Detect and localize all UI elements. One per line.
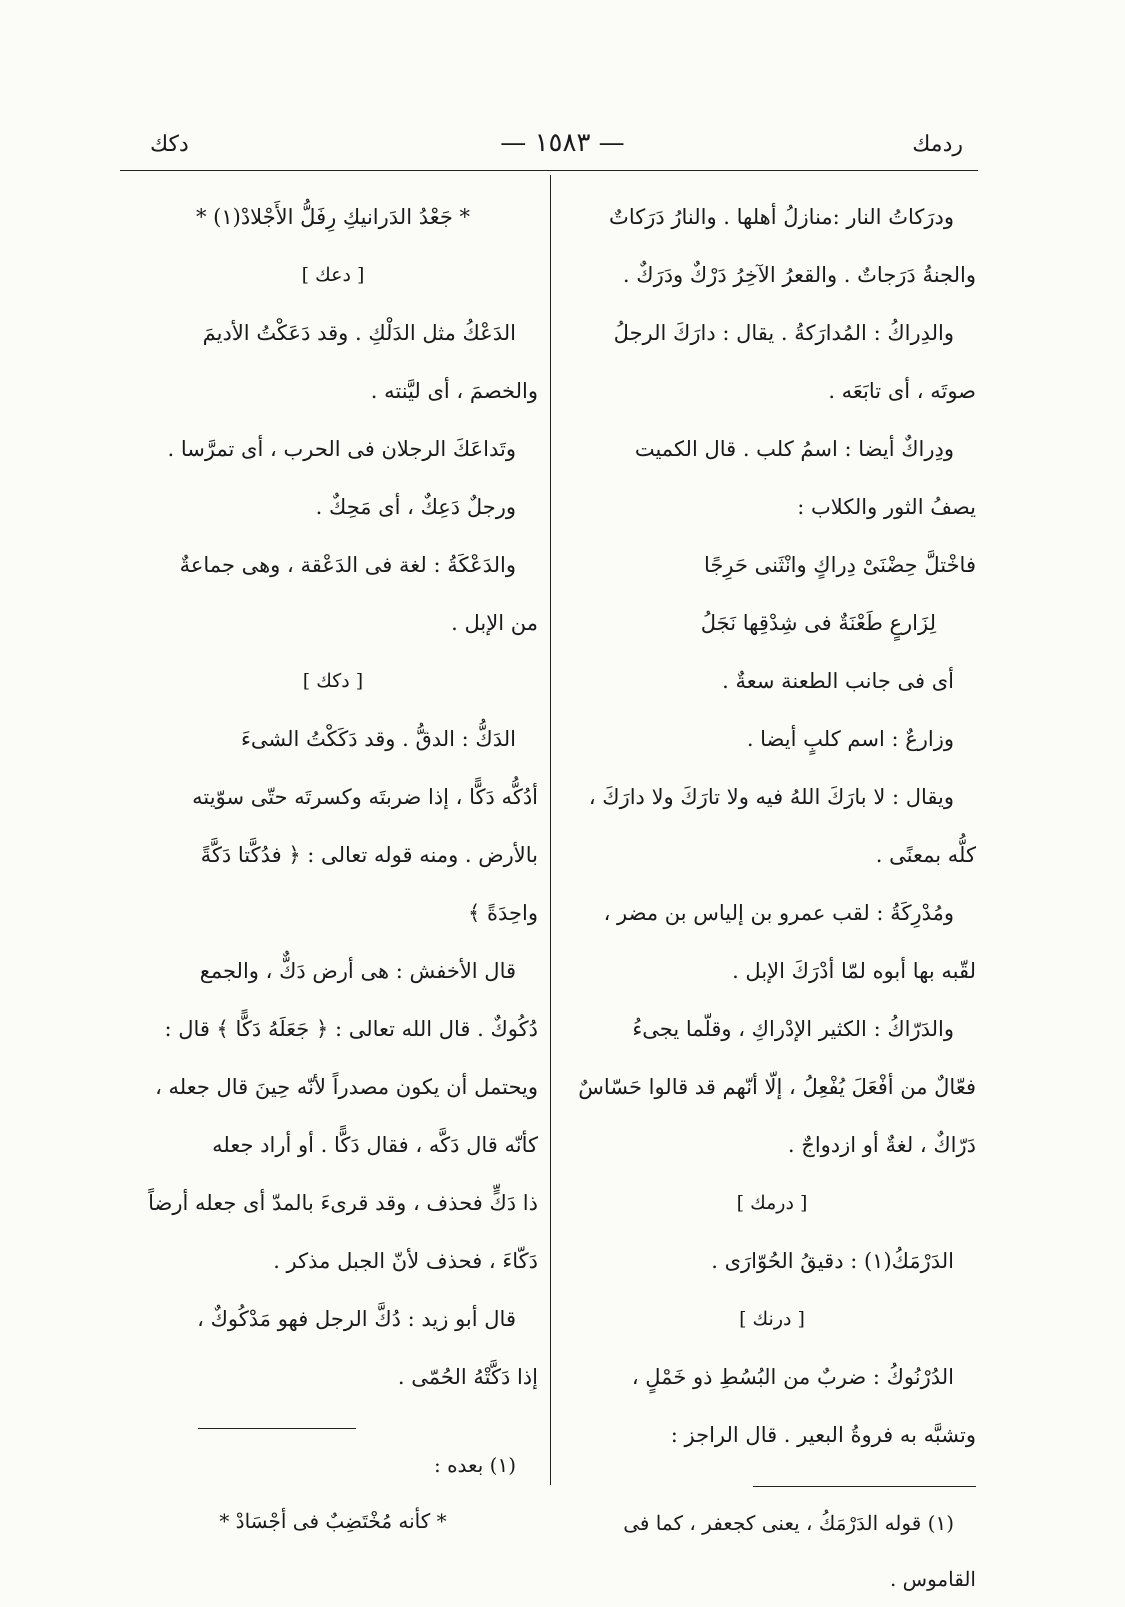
text-line: وزارعٌ : اسم كلبٍ أيضا . [746, 727, 954, 751]
text-line: دَكّاءَ ، فحذف لأنّ الجبل مذكر . [273, 1249, 538, 1273]
column-divider [550, 175, 551, 1485]
text-line: أدُكُّه دَكًّا ، إذا ضربتَه وكسرتَه حتّى سوّيته [192, 785, 538, 809]
entry-heading-darnak: [ درنك ] [739, 1308, 805, 1330]
text-line: وتَداعَكَ الرجلان فى الحرب ، أى تمرَّسا . [167, 437, 516, 461]
footnote-rule [198, 1428, 356, 1429]
text-line: إذا دَكَّتْهُ الحُمّى . [397, 1365, 538, 1389]
text-line: يصفُ الثور والكلاب : [797, 495, 976, 519]
text-line: كلُّه بمعنًى . [875, 843, 976, 867]
footnote-verse: * كأنه مُخْتَضِبٌ فى أجْسَادْ * [219, 1509, 447, 1533]
text-line: ورجلٌ دَعِكٌ ، أى مَحِكٌ . [315, 495, 516, 519]
text-line: فعّالٌ من أفْعَلَ يُفْعِلُ ، إلّا أنّهم قد قالوا حَسّاسٌ [578, 1075, 976, 1099]
footnote-rule [753, 1486, 976, 1487]
entry-heading-dakk: [ دكك ] [302, 670, 364, 692]
text-line: بالأرض . ومنه قوله تعالى : ﴿ فدُكَّتا دَكَّةً [200, 843, 538, 867]
text-line: من الإبل . [451, 611, 538, 635]
verse-line: لِزَارعٍ طَعْنَةٌ فى شِدْقِها نَجَلُ [700, 611, 936, 635]
text-line: الدُرْنُوكُ : ضربٌ من البُسُطِ ذو خَمْلٍ ، [631, 1365, 954, 1389]
page-number: — ١٥٨٣ — [500, 128, 625, 158]
text-line: دُكُوكٌ . قال الله تعالى : ﴿ جَعَلَهُ دَكًّا ﴾ قال : [164, 1017, 538, 1041]
text-line: أى فى جانب الطعنة سعةٌ . [722, 669, 954, 693]
running-header-right: ردمك [912, 132, 963, 157]
text-line: والجنةُ دَرَجاتٌ . والقعرُ الآخِرُ دَرْكٌ ودَرَكٌ . [622, 263, 976, 287]
text-line: واحِدَةً ﴾ [468, 901, 538, 925]
text-line: قال الأخفش : هى أرض دَكٌّ ، والجمع [199, 959, 516, 983]
verse-line: فاخْتلَّ حِضْنَىْ دِراكٍ وانْثَنى حَرِجًا [704, 553, 976, 577]
text-line: الدَكُّ : الدقُّ . وقد دَكَكْتُ الشىءَ [240, 727, 516, 751]
header-rule [120, 170, 978, 171]
footnote-line: القاموس . [889, 1567, 976, 1591]
text-line: ودرَكاتُ النار :منازلُ أهلها . والنارُ دَرَكاتٌ [609, 205, 954, 229]
text-line: ويحتمل أن يكون مصدراً لأنّه حِينَ قال جعله ، [155, 1075, 538, 1099]
text-line: ومُدْرِكَةُ : لقب عمرو بن إلياس بن مضر ، [603, 901, 954, 925]
running-header-left: دكك [150, 132, 189, 157]
text-line: قال أبو زيد : دُكَّ الرجل فهو مَدْكُوكٌ ، [197, 1307, 516, 1331]
text-line: والخصمَ ، أى ليَّنته . [370, 379, 538, 403]
footnote-line: (١) قوله الدَرْمَكُ ، يعنى كجعفر ، كما فى [623, 1511, 954, 1535]
text-line: ويقال : لا بارَكَ اللهُ فيه ولا تارَكَ ولا دارَكَ ، [588, 785, 954, 809]
text-line: ذا دَكٍّ فحذف ، وقد قرىءَ بالمدّ أى جعله أرضاً [148, 1191, 538, 1215]
text-line: الدَعْكُ مثل الدَلْكِ . وقد دَعَكْتُ الأديمَ [202, 321, 516, 345]
text-line: وتشبَّه به فروةُ البعير . قال الراجز : [670, 1423, 976, 1447]
entry-heading-daak: [ دعك ] [301, 264, 365, 286]
text-line: والدِراكُ : المُدارَكةُ . يقال : دارَكَ الرجلُ [613, 321, 954, 345]
left-column [128, 188, 538, 1549]
text-line: ودِراكٌ أيضا : اسمُ كلب . قال الكميت [634, 437, 954, 461]
text-line: كأنّه قال دَكَّه ، فقال دَكًّا . أو أراد جعله [212, 1133, 538, 1157]
text-line: والدَرّاكُ : الكثير الإدْراكِ ، وقلّما يجىءُ [632, 1017, 954, 1041]
text-line: صوتَه ، أى تابَعَه . [828, 379, 976, 403]
text-line: والدَعْكَةُ : لغة فى الدَعْقة ، وهى جماعةٌ [179, 553, 516, 577]
text-line: دَرّاكٌ ، لغةٌ أو ازدواجٌ . [787, 1133, 976, 1157]
verse-line: * جَعْدُ الدَرانيكِ رِفَلُّ الأَجْلادْ(١) * [195, 205, 471, 229]
entry-heading-darmak: [ درمك ] [736, 1192, 808, 1214]
right-column [568, 188, 976, 1607]
text-line: الدَرْمَكُ(١) : دقيقُ الحُوّارَى . [711, 1249, 954, 1273]
text-line: لقّبه بها أبوه لمّا أدْرَكَ الإبل . [732, 959, 976, 983]
footnote-line: (١) بعده : [433, 1453, 516, 1477]
